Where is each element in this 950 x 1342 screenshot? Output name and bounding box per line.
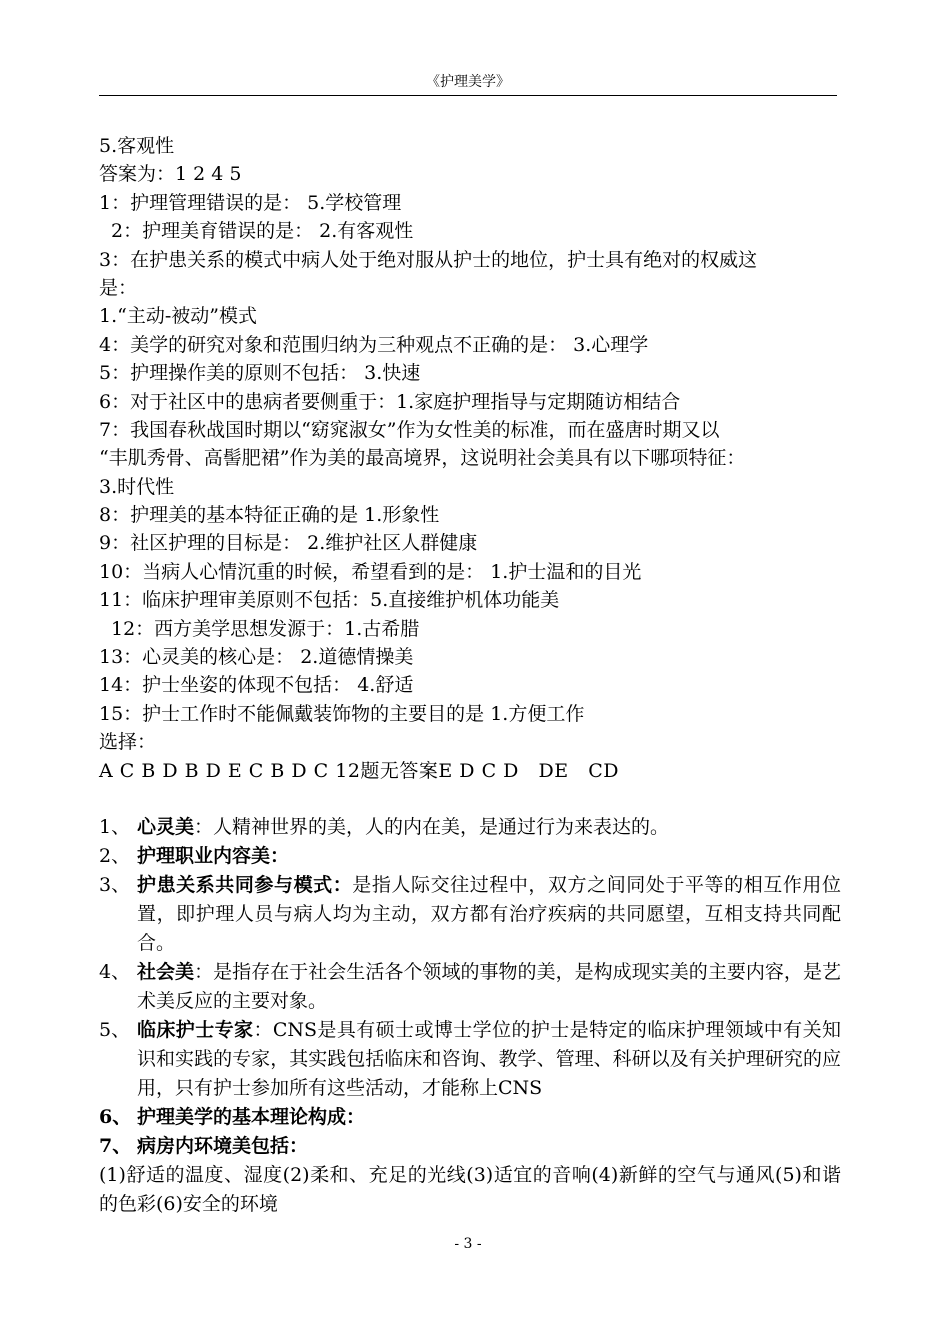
answer-key: A C B D B D E C B D C 12题无答案E D C D DE CD — [99, 759, 620, 782]
text-line: 选择： — [99, 731, 157, 754]
spacer — [99, 785, 841, 813]
text-line: 12：西方美学思想发源于：1.古希腊 — [111, 617, 420, 640]
document-body — [99, 132, 841, 1219]
definition-item — [99, 871, 841, 958]
text-line: 5.客观性 — [99, 135, 175, 157]
definition-number: 1、 — [99, 815, 131, 838]
definition-term: 心灵美 — [137, 815, 195, 838]
text-line: 4：美学的研究对象和范围归纳为三种观点不正确的是： 3.心理学 — [99, 333, 649, 356]
text-line: 6：对于社区中的患病者要侧重于：1.家庭护理指导与定期随访相结合 — [99, 390, 681, 413]
text-line: 2：护理美育错误的是： 2.有客观性 — [111, 220, 414, 243]
text-line: 8：护理美的基本特征正确的是 1.形象性 — [99, 504, 440, 527]
text-line: 3.时代性 — [99, 475, 175, 498]
definition-number: 7、 — [99, 1134, 132, 1157]
text-line: 13：心灵美的核心是： 2.道德情操美 — [99, 646, 414, 669]
environment-list: (1)舒适的温度、湿度(2)柔和、充足的光线(3)适宜的音响(4)新鲜的空气与通风(5)和谐的色彩(6)安全的环境 — [99, 1163, 841, 1215]
definition-text: ：CNS是具有硕士或博士学位的护士是特定的临床护理领域中有关知识和实践的专家，其实践包括临床和咨询、教学、管理、科研以及有关护理研究的应用，只有护士参加所有这些活动，才能称上CNS — [137, 1018, 841, 1099]
page-header: 《护理美学》 — [426, 74, 510, 90]
definition-number: 6、 — [99, 1105, 132, 1128]
text-line: 9：社区护理的目标是： 2.维护社区人群健康 — [99, 532, 478, 555]
definition-item — [99, 958, 841, 1016]
definition-item — [99, 1132, 841, 1161]
text-line: 10：当病人心情沉重的时候，希望看到的是： 1.护士温和的目光 — [99, 560, 642, 583]
definition-number: 3、 — [99, 873, 131, 896]
definition-item — [99, 842, 841, 871]
text-line: 14：护士坐姿的体现不包括： 4.舒适 — [99, 674, 414, 697]
definition-text: ：人精神世界的美，人的内在美，是通过行为来表达的。 — [194, 815, 670, 838]
text-line: “丰肌秀骨、高髻肥裙”作为美的最高境界，这说明社会美具有以下哪项特征： — [99, 447, 746, 470]
definition-item — [99, 813, 841, 842]
definition-term: 护理美学的基本理论构成： — [137, 1105, 366, 1128]
definition-term: 病房内环境美包括： — [137, 1134, 309, 1157]
definition-term: 护理职业内容美： — [137, 844, 290, 867]
text-line: 1.“主动-被动”模式 — [99, 305, 257, 328]
definition-text: ：是指存在于社会生活各个领域的事物的美，是构成现实美的主要内容，是艺术美反应的主要对象。 — [137, 960, 841, 1012]
definition-number: 4、 — [99, 960, 131, 983]
text-line: 5：护理操作美的原则不包括： 3.快速 — [99, 362, 421, 385]
text-line: 答案为：1 2 4 5 — [99, 163, 242, 186]
definition-term: 护患关系共同参与模式： — [137, 873, 353, 896]
definition-item — [99, 1016, 841, 1103]
text-line: 是： — [99, 276, 138, 299]
definition-number: 2、 — [99, 844, 131, 867]
definition-item — [99, 1103, 841, 1132]
text-line: 1：护理管理错误的是： 5.学校管理 — [99, 191, 402, 214]
text-line: 11：临床护理审美原则不包括：5.直接维护机体功能美 — [99, 589, 560, 612]
definition-text: 是指人际交往过程中，双方之间同处于平等的相互作用位置，即护理人员与病人均为主动，双方都有治疗疾病的共同愿望，互相支持共同配合。 — [137, 873, 841, 954]
text-line: 3：在护患关系的模式中病人处于绝对服从护士的地位，护士具有绝对的权威这 — [99, 248, 758, 271]
page-number: - 3 - — [454, 1236, 482, 1252]
text-line: 15：护士工作时不能佩戴装饰物的主要目的是 1.方便工作 — [99, 702, 585, 725]
text-line: 7：我国春秋战国时期以“窈窕淑女”作为女性美的标准，而在盛唐时期又以 — [99, 418, 720, 441]
header-rule — [99, 95, 837, 96]
definition-term: 社会美 — [137, 960, 195, 983]
definition-term: 临床护士专家 — [137, 1018, 254, 1041]
definition-number: 5、 — [99, 1018, 131, 1041]
